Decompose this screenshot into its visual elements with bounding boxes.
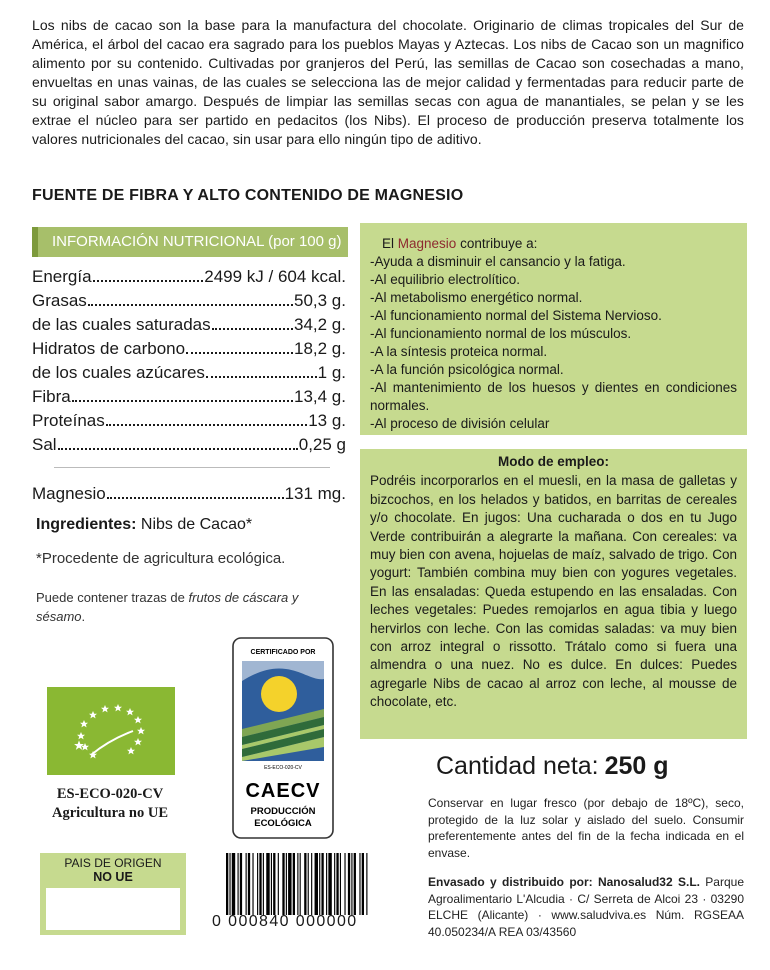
nutrition-label: de los cuales azúcares: [32, 363, 205, 382]
leader-dots: [206, 376, 317, 378]
leader-dots: [106, 424, 307, 426]
benefit-item: -Al mantenimiento de los huesos y dientes en condiciones normales.: [370, 380, 737, 413]
benefit-item: -Al equilibrio electrolítico.: [370, 272, 521, 287]
benefit-item: -Al metabolismo energético normal.: [370, 290, 583, 305]
nutrition-value: 2499 kJ / 604 kcal.: [204, 267, 346, 286]
leader-dots: [186, 352, 293, 354]
caecv-name: CAECV: [245, 780, 321, 802]
nutrition-row-grasas: [32, 290, 346, 312]
packager-address: Parque Agroalimentario L'Alcudia · C/ Serreta de Alcoi 23 · 03290 ELCHE (Alicante) · www.saludviva.es Núm. RGSEAA 40.050234/A REA 03/43560: [428, 875, 745, 939]
nutrition-row-magnesio: [32, 483, 346, 505]
eu-organic-leaf-icon: [47, 687, 175, 775]
barcode-number: 0 000840 000000: [212, 913, 358, 930]
ingredients-line: [36, 516, 252, 534]
origin-blank-area: [46, 888, 180, 930]
traces-prefix: Puede contener trazas de: [36, 590, 189, 605]
magnesio-benefits-box: [360, 223, 747, 435]
net-quantity-label: Cantidad neta:: [436, 752, 599, 780]
nutrition-label: Hidratos de carbono: [32, 339, 186, 358]
nutrition-value: 13,4 g.: [294, 387, 346, 406]
eco-code: ES-ECO-020-CV: [56, 786, 164, 802]
title-post: contribuye a:: [456, 236, 538, 251]
nutrition-label: de las cuales saturadas: [32, 315, 211, 334]
caecv-small-code: ES-ECO-020-CV: [264, 765, 302, 771]
eu-leaf-graphic: [47, 687, 175, 775]
nutrition-value: 13 g.: [308, 411, 346, 430]
benefit-item: -Al funcionamiento normal del Sistema Nervioso.: [370, 308, 662, 323]
nutrition-value: 18,2 g.: [294, 339, 346, 358]
intro-paragraph: Los nibs de cacao son la base para la manufactura del chocolate. Originario de climas tropicales del Sur de América, el árbol del cacao era sagrado para los pueblos Mayas y Aztecas. Los nibs de Cacao son un magnifico alimento por su contenido. Cultivadas por granjeros del Perú, las semillas de Cacao son cosechadas a mano, envueltas en unas vainas, de las cuales se selecciona las de mejor calidad y fermentadas para reducir parte de su original sabor amargo. Después de limpiar las semillas secas con agua de manantiales, se pelan y se les extrae el núcleo para ser partido en pedacitos (los Nibs). El proceso de producción preserva totalmente los valores nutricionales del cacao, sin usar para ello ningún tipo de aditivo.: [32, 17, 744, 147]
modo-empleo-title: Modo de empleo:: [498, 454, 609, 469]
barcode: [212, 853, 407, 933]
benefit-item: -Ayuda a disminuir el cansancio y la fatiga.: [370, 254, 626, 269]
caecv-line2: ECOLÓGICA: [254, 818, 312, 829]
nutrition-row-energia: [32, 266, 346, 288]
nutrition-label: Proteínas: [32, 411, 105, 430]
nutrition-label: Grasas: [32, 291, 87, 310]
nutrition-label: Fibra: [32, 387, 71, 406]
benefit-item: -A la síntesis proteica normal.: [370, 344, 548, 359]
benefit-item: -A la función psicológica normal.: [370, 362, 564, 377]
traces-items: frutos de cáscara y sésamo: [36, 590, 299, 624]
net-quantity: [436, 752, 669, 781]
nutrition-value: 50,3 g.: [294, 291, 346, 310]
nutrition-value: 0,25 g: [298, 435, 346, 454]
origin-label: PAIS DE ORIGEN: [64, 856, 162, 870]
storage-instructions: Conservar en lugar fresco (por debajo de 18ºC), seco, protegido de la luz solar y aislado del suelo. Consumir preferentemente antes del fin de la fecha indicada en el envase.: [428, 796, 744, 860]
leader-dots: [93, 280, 204, 282]
nutrition-row-azucares: [32, 362, 346, 384]
caecv-logo: [232, 637, 334, 839]
nutrition-value: 34,2 g.: [294, 315, 346, 334]
eco-certification-code: [30, 785, 190, 823]
leader-dots: [58, 448, 298, 450]
magnesio-box-title: [370, 235, 737, 253]
nutrition-row-fibra: [32, 386, 346, 408]
nutrition-divider: [54, 467, 330, 468]
packager-label: Envasado y distribuido por: Nanosalud32 S.L.: [428, 875, 700, 889]
nutrition-row-saturadas: [32, 314, 346, 336]
ingredients-value: Nibs de Cacao*: [140, 516, 253, 533]
traces-suffix: .: [81, 609, 86, 624]
caecv-line1: PRODUCCIÓN: [250, 806, 316, 817]
leader-dots: [88, 304, 293, 306]
nutrition-header: INFORMACIÓN NUTRICIONAL (por 100 g): [32, 227, 348, 257]
leader-dots: [212, 328, 293, 330]
nutrition-value: 1 g.: [317, 363, 346, 382]
caecv-logo-graphic: [232, 637, 334, 839]
nutrition-value: 131 mg.: [284, 484, 346, 503]
benefit-item: -Al funcionamiento normal de los músculos.: [370, 326, 632, 341]
net-quantity-value: 250 g: [604, 752, 669, 780]
magnesio-highlight: Magnesio: [397, 236, 457, 251]
packager-info: [428, 874, 744, 940]
fibra-magnesio-heading: FUENTE DE FIBRA Y ALTO CONTENIDO DE MAGNESIO: [32, 187, 464, 204]
nutrition-row-proteinas: [32, 410, 346, 432]
nutrition-row-sal: [32, 434, 346, 456]
barcode-bars: [212, 853, 407, 915]
procedencia-note: *Procedente de agricultura ecológica.: [36, 550, 286, 567]
nutrition-label: Magnesio: [32, 484, 106, 503]
country-of-origin-box: [40, 853, 186, 935]
benefit-item: -Al proceso de división celular: [370, 416, 550, 431]
leader-dots: [72, 400, 293, 402]
eco-origin-text: Agricultura no UE: [52, 805, 168, 821]
nutrition-row-hidratos: [32, 338, 346, 360]
modo-empleo-box: [360, 449, 747, 739]
allergen-traces-note: [36, 588, 306, 626]
caecv-top-text: CERTIFICADO POR: [250, 649, 316, 656]
nutrition-label: Sal: [32, 435, 57, 454]
leader-dots: [107, 497, 284, 499]
origin-value: NO UE: [93, 870, 133, 884]
title-pre: El: [382, 236, 398, 251]
modo-empleo-text: Podréis incorporarlos en el muesli, en la masa de galletas y bizcochos, en los helados y batidos, en barritas de cereales y/o chocolate. En jugos: Una cucharada o dos en tu Jugo Verde contribuirán a alegrarte la mañana. Con cereales: va muy bien con avena, hojuelas de maíz, salvado de trigo. Con yogurt: También combina muy bien con yogures vegetales. En las ensaladas: Queda estupendo en las ensaladas. Con leches vegetales: Puedes remojarlos en agua tibia y luego hervirlos con leche. Con las comidas saladas: va muy bien con arroz integral o rissotto. Trátalo como si fuera una almendra o una nuez. No es dulce. En dulces: Puedes agregarle Nibs de cacao al arroz con leche, al mousse de chocolate, etc.: [370, 473, 737, 710]
nutrition-label: Energía: [32, 267, 92, 286]
ingredients-label: Ingredientes:: [36, 516, 137, 533]
